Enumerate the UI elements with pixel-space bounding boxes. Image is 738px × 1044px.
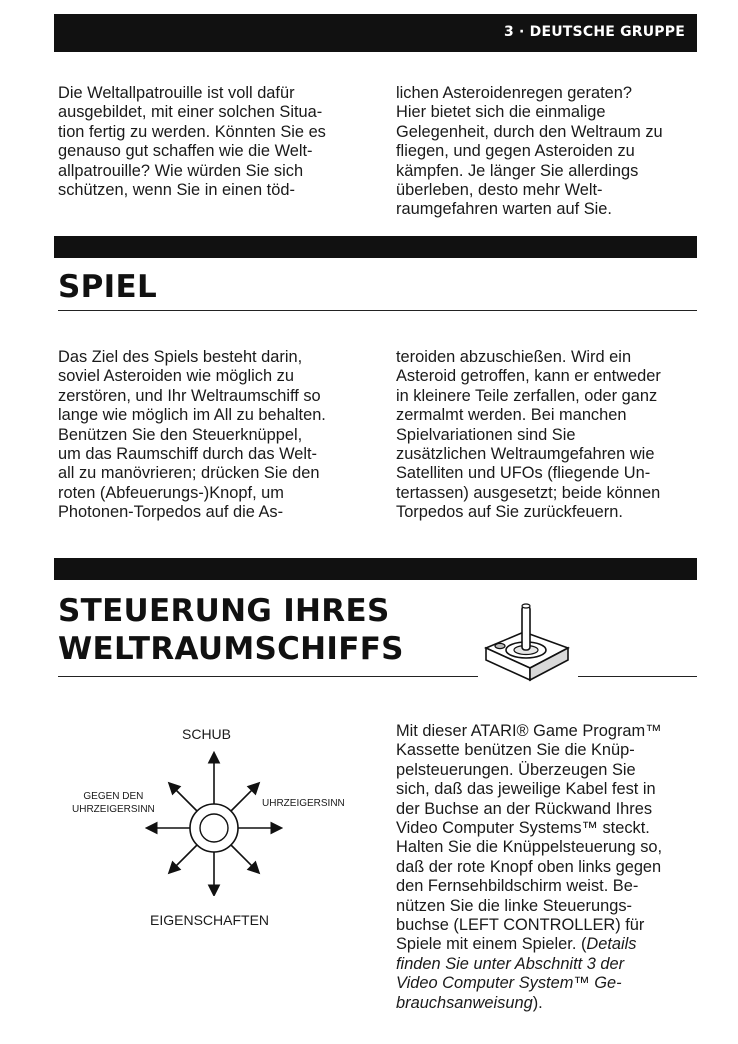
intro-column-left: Die Weltallpatrouille ist voll dafür ausgebildet, mit einer solchen Situa- tion fertig zu werden. Könnten Sie es genauso gut schaffen wie die Welt- allpatrouille? Wie würden Sie sich schützen, wenn Sie in einen töd- [58, 84, 326, 200]
steuerung-body-text: Mit dieser ATARI® Game Program™ Kassette benützen Sie die Knüp- pelsteuerungen. Überzeugen Sie sich, daß das jeweilige Kabel fest in der Buchse an der Rückwand Ihres Video Computer Systems™ steckt. Halten Sie die Knüppelsteuerung so, daß der rote Knopf oben links gegen den Fernsehbildschirm weist. Be- nützen Sie die linke Steuerungs- buchse (LEFT CONTROLLER) für Spiele mit einem Spieler. ( [396, 722, 663, 954]
heading-underline [58, 310, 697, 311]
direction-label-clockwise: UHRZEIGERSINN [262, 798, 345, 809]
direction-label-properties: EIGENSCHAFTEN [150, 912, 270, 928]
steuerung-body-end: ). [532, 993, 543, 1012]
direction-label-counterclockwise: GEGEN DEN UHRZEIGERSINN [72, 791, 155, 815]
eight-way-arrows-icon [144, 748, 284, 896]
section-divider-band [54, 558, 697, 580]
heading-line-2: WELTRAUMSCHIFFS [58, 631, 404, 667]
top-header-bar [54, 14, 697, 52]
heading-line-1: STEUERUNG IHRES [58, 593, 390, 629]
intro-column-right: lichen Asteroidenregen geraten? Hier bietet sich die einmalige Gelegenheit, durch den Weltraum zu fliegen, und gegen Asteroiden zu kämpfen. Je länger Sie allerdings überleben, desto mehr Welt- raumgefahren warten auf Sie. [396, 84, 663, 219]
joystick-icon [478, 598, 574, 684]
steuerung-body-italic: Details finden Sie unter Abschnitt 3 der Video Computer System™ Ge- brauchsanweisung [396, 935, 637, 1012]
section-label: 3 · DEUTSCHE GRUPPE [504, 24, 685, 40]
section-heading-steuerung [58, 592, 404, 668]
direction-label-thrust: SCHUB [182, 726, 232, 742]
spiel-column-left: Das Ziel des Spiels besteht darin, soviel Asteroiden wie möglich zu zerstören, und Ihr Weltraumschiff so lange wie möglich im All zu behalten. Benützen Sie den Steuerknüppel, um das Raumschiff durch das Welt- all zu manövrieren; drücken Sie den roten (Abfeuerungs-)Knopf, um Photonen-Torpedos auf die As- [58, 348, 326, 522]
heading-underline [58, 676, 478, 677]
spiel-column-right: teroiden abzuschießen. Wird ein Asteroid getroffen, kann er entweder in kleinere Teile zerfallen, oder ganz zermalmt werden. Bei manchen Spielvariationen sind Sie zusätzlichen Weltraumgefahren wie Satelliten und UFOs (fliegende Un- tertassen) ausgesetzt; beide können Torpedos auf Sie zurückfeuern. [396, 348, 661, 522]
heading-underline-right [578, 676, 697, 677]
steuerung-body [396, 722, 662, 1013]
section-divider-band [54, 236, 697, 258]
section-heading-spiel: SPIEL [58, 269, 158, 305]
